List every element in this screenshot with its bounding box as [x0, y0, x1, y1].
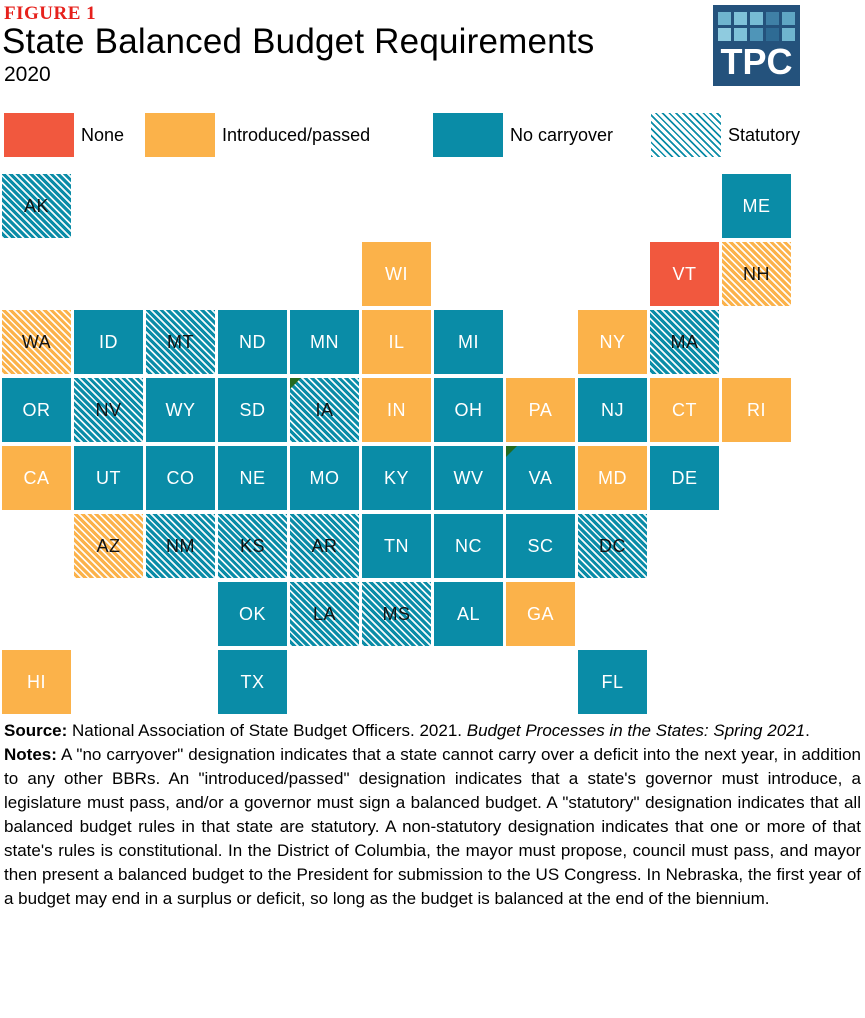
legend-item-introduced-passed: [145, 113, 370, 157]
state-tile-sd: [218, 378, 287, 442]
legend: [0, 113, 865, 157]
state-label: NC: [455, 535, 482, 556]
logo-square: [734, 28, 747, 41]
state-label: MN: [310, 331, 339, 352]
state-label: VT: [672, 263, 697, 284]
state-tile-la: [290, 582, 359, 646]
logo-square: [766, 28, 779, 41]
corner-marker: [506, 446, 517, 457]
state-label: IA: [315, 399, 334, 420]
state-tile-map: [2, 174, 792, 715]
state-tile-wv: [434, 446, 503, 510]
state-label: ME: [742, 195, 771, 216]
state-tile-nm: [146, 514, 215, 578]
legend-label-introduced-passed: Introduced/passed: [222, 124, 371, 145]
legend-swatch-no-carryover: [433, 113, 503, 157]
state-tile-oh: [434, 378, 503, 442]
state-label: SD: [239, 399, 266, 420]
state-label: PA: [528, 399, 553, 420]
legend-label-none: None: [81, 124, 125, 145]
state-tile-mt: [146, 310, 215, 374]
state-tile-ca: [2, 446, 71, 510]
state-tile-pa: [506, 378, 575, 442]
state-label: OK: [238, 603, 266, 624]
source-title-italic: Budget Processes in the States: Spring 2021: [466, 721, 806, 740]
source-suffix: .: [805, 721, 810, 740]
state-label: WA: [21, 331, 52, 352]
logo-square: [750, 28, 763, 41]
state-label: DE: [671, 467, 698, 488]
figure-subtitle: 2020: [4, 63, 51, 86]
state-tile-sc: [506, 514, 575, 578]
state-tile-me: [722, 174, 791, 238]
logo-square: [782, 12, 795, 25]
state-label: MA: [670, 331, 699, 352]
legend-item-statutory: [651, 113, 800, 157]
state-tile-wi: [362, 242, 431, 306]
state-label: FL: [601, 671, 624, 692]
source-label: Source:: [4, 721, 68, 740]
state-tile-md: [578, 446, 647, 510]
state-tile-ct: [650, 378, 719, 442]
state-label: KY: [383, 467, 409, 488]
state-label: TX: [240, 671, 265, 692]
state-label: IN: [387, 399, 406, 420]
logo-square: [718, 12, 731, 25]
tpc-logo-squares: [713, 5, 800, 41]
corner-marker: [290, 378, 301, 389]
state-label: VA: [528, 467, 553, 488]
state-label: NH: [743, 263, 770, 284]
state-tile-or: [2, 378, 71, 442]
state-tile-nh: [722, 242, 791, 306]
state-tile-wy: [146, 378, 215, 442]
legend-item-none: [4, 113, 124, 157]
state-label: NM: [166, 535, 195, 556]
state-tile-tx: [218, 650, 287, 714]
state-label: MO: [309, 467, 340, 488]
state-label: NE: [239, 467, 266, 488]
state-tile-de: [650, 446, 719, 510]
state-label: CT: [672, 399, 697, 420]
state-label: SC: [527, 535, 554, 556]
state-tile-dc: [578, 514, 647, 578]
state-label: MT: [167, 331, 194, 352]
legend-swatch-introduced-passed: [145, 113, 215, 157]
state-tile-al: [434, 582, 503, 646]
state-tile-hi: [2, 650, 71, 714]
state-tile-nj: [578, 378, 647, 442]
footnote: [4, 719, 861, 911]
state-tile-ne: [218, 446, 287, 510]
source-text: National Association of State Budget Officers. 2021.: [67, 721, 467, 740]
state-tile-mn: [290, 310, 359, 374]
state-tile-nv: [74, 378, 143, 442]
state-label: HI: [27, 671, 46, 692]
state-label: AZ: [96, 535, 121, 556]
state-label: NJ: [601, 399, 624, 420]
state-label: WY: [165, 399, 196, 420]
state-label: OR: [22, 399, 51, 420]
state-tile-ma: [650, 310, 719, 374]
state-tile-mi: [434, 310, 503, 374]
state-tile-mo: [290, 446, 359, 510]
source-note: [4, 719, 861, 743]
state-tile-ks: [218, 514, 287, 578]
state-label: OH: [454, 399, 483, 420]
state-tile-az: [74, 514, 143, 578]
state-tile-nd: [218, 310, 287, 374]
state-tile-va: [506, 446, 575, 510]
state-label: ID: [99, 331, 118, 352]
state-label: CA: [23, 467, 50, 488]
state-tile-ri: [722, 378, 791, 442]
state-tile-ok: [218, 582, 287, 646]
state-label: AK: [23, 195, 49, 216]
legend-swatch-statutory: [651, 113, 721, 157]
state-tile-vt: [650, 242, 719, 306]
state-label: NY: [599, 331, 626, 352]
state-tile-ms: [362, 582, 431, 646]
state-tile-ak: [2, 174, 71, 238]
legend-item-no-carryover: [433, 113, 613, 157]
state-label: CO: [166, 467, 195, 488]
state-label: DC: [599, 535, 626, 556]
state-tile-id: [74, 310, 143, 374]
state-label: NV: [95, 399, 122, 420]
legend-label-statutory: Statutory: [728, 124, 801, 145]
state-label: RI: [747, 399, 766, 420]
state-label: GA: [526, 603, 554, 624]
state-tile-wa: [2, 310, 71, 374]
logo-square: [718, 28, 731, 41]
state-label: AR: [311, 535, 338, 556]
state-label: MI: [458, 331, 479, 352]
state-tile-ky: [362, 446, 431, 510]
tpc-logo-text: TPC: [720, 41, 793, 82]
state-label: WV: [453, 467, 484, 488]
legend-label-no-carryover: No carryover: [510, 124, 614, 145]
legend-swatch-none: [4, 113, 74, 157]
state-tile-nc: [434, 514, 503, 578]
notes-text: A "no carryover" designation indicates that a state cannot carry over a deficit into the next year, in addition to any other BBRs. An "introduced/passed" designation indicates that a state's governor must introduce, a legislature must pass, and/or a governor must sign a balanced budget. A "statutory" designation indicates that all balanced budget rules in that state are statutory. A non-statutory designation indicates that one or more of that state's rules is constitutional. In the District of Columbia, the mayor must propose, council must pass, and mayor then present a balanced budget to the President for submission to the US Congress. In Nebraska, the first year of a budget may end in a surplus or deficit, so long as the budget is balanced at the end of the biennium.: [4, 745, 861, 908]
state-label: ND: [239, 331, 266, 352]
state-label: KS: [239, 535, 265, 556]
state-label: IL: [388, 331, 405, 352]
state-label: TN: [384, 535, 409, 556]
figure-label: FIGURE 1: [4, 3, 97, 24]
state-tile-in: [362, 378, 431, 442]
figure-title: State Balanced Budget Requirements: [2, 22, 595, 61]
logo-square: [782, 28, 795, 41]
state-label: LA: [312, 603, 337, 624]
state-label: MD: [598, 467, 627, 488]
state-label: AL: [456, 603, 481, 624]
notes-note: [4, 743, 861, 911]
state-tile-ny: [578, 310, 647, 374]
notes-label: Notes:: [4, 745, 57, 764]
state-label: UT: [96, 467, 121, 488]
state-tile-fl: [578, 650, 647, 714]
state-tile-ar: [290, 514, 359, 578]
state-tile-co: [146, 446, 215, 510]
logo-square: [766, 12, 779, 25]
state-tile-ut: [74, 446, 143, 510]
state-tile-ga: [506, 582, 575, 646]
tpc-logo: [713, 5, 800, 86]
state-tile-il: [362, 310, 431, 374]
state-label: MS: [382, 603, 411, 624]
state-tile-ia: [290, 378, 359, 442]
state-tile-tn: [362, 514, 431, 578]
state-label: WI: [385, 263, 408, 284]
logo-square: [734, 12, 747, 25]
logo-square: [750, 12, 763, 25]
